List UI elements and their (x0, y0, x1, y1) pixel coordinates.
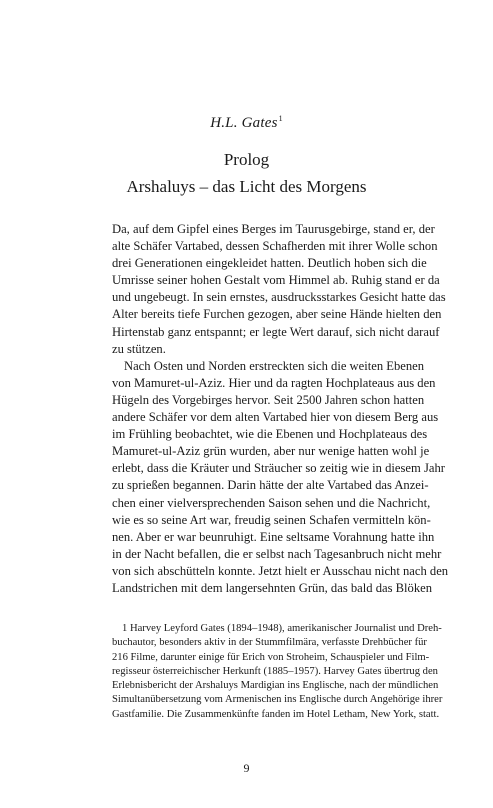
body-line: und ungebeugt. In sein ernstes, ausdrucksstarkes Gesicht hatte das (112, 290, 446, 305)
footnote-line: regisseur österreichischer Herkunft (1885–1957). Harvey Gates übertrug den (112, 665, 438, 677)
body-line: Hirtenstab ganz entspannt; er legte Wert darauf, sich nicht darauf (112, 324, 440, 339)
footnote-line: 1 Harvey Leyford Gates (1894–1948), amerikanischer Journalist und Dreh- (122, 623, 442, 634)
footnote-line: Gastfamilie. Die Zusammenkünfte fanden im Hotel Letham, New York, statt. (112, 708, 440, 720)
chapter-title: Prolog (223, 150, 270, 169)
chapter-author (0, 114, 493, 132)
body-line: von Mamuret-ul-Aziz. Hier und da ragten Hochplateaus aus den (112, 375, 436, 390)
body-line: alte Schäfer Vartabed, dessen Schafherden mit ihrer Wolle schon (112, 239, 438, 254)
footnote (112, 622, 443, 722)
footnote-line: Simultanübersetzung vom Armenischen ins Englische durch Angehörige ihrer (112, 694, 443, 706)
body-line: Nach Osten und Norden erstreckten sich die weiten Ebenen (124, 358, 425, 373)
body-line: Umrisse seiner hohen Gestalt vom Himmel ab. Ruhig stand er da (112, 273, 440, 288)
body-line: erlebt, dass die Kräuter und Sträucher so zeitig wie in diesem Jahr (112, 461, 445, 476)
body-line: Da, auf dem Gipfel eines Berges im Taurusgebirge, stand er, der (112, 222, 435, 236)
body-line: zu stützen. (112, 341, 166, 356)
body-line: im Frühling beobachtet, wie die Ebenen und Hochplateaus des (112, 427, 428, 442)
body-line: zu sprießen begannen. Darin hätte der alte Vartabed das Anzei- (112, 478, 429, 493)
body-line: Mamuret-ul-Aziz grün wurden, aber nur wenige hatten wohl je (112, 444, 430, 459)
body-line: Alter bereits tiefe Furchen gezogen, aber seine Hände hielten den (112, 307, 442, 322)
body-line: in der Nacht befallen, die er selbst nach Tagesanbruch nicht mehr (112, 546, 442, 561)
body-line: von sich abschütteln konnte. Jetzt hielt er Ausschau nicht nach den (112, 563, 449, 578)
body-line: nen. Aber er war beunruhigt. Eine seltsame Vorahnung hatte ihn (112, 529, 435, 544)
body-line: wie es so seine Art war, freudig seinen Schafen vermitteln kön- (112, 512, 431, 527)
page-number: 9 (243, 761, 250, 775)
body-line: drei Generationen eingekleidet hatten. Deutlich hoben sich die (112, 256, 427, 271)
chapter-subtitle: Arshaluys – das Licht des Morgens (126, 177, 367, 196)
body-line: chen einer vielversprechenden Saison sehen und die Nachricht, (112, 495, 431, 510)
footnote-line: buchautor, besonders aktiv in der Stummfilmära, verfasste Drehbücher für (112, 637, 427, 649)
body-line: Hügeln des Vorgebirges hervor. Seit 2500 Jahren schon hatten (112, 392, 425, 407)
body-text (112, 221, 449, 597)
footnote-line: 216 Filme, darunter einige für Erich von Stroheim, Schauspieler und Film- (112, 651, 430, 663)
footnote-marker: 1 (278, 114, 283, 123)
footnote-line: Erlebnisbericht der Arshaluys Mardigian ins Englische, nach der mündlichen (112, 680, 439, 692)
body-line: Landstrichen mit dem langersehnten Grün, das bald das Blöken (112, 580, 433, 595)
author-name: H.L. Gates (210, 115, 278, 131)
body-line: andere Schäfer vor dem alten Vartabed hier von diesem Berg aus (112, 410, 439, 425)
